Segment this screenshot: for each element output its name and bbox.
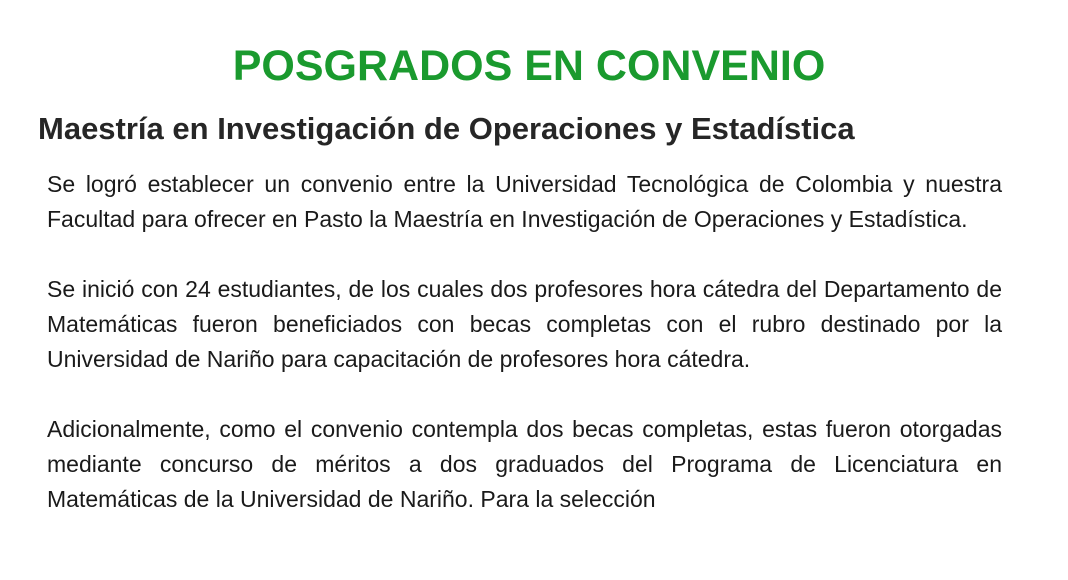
paragraph-estudiantes: Se inició con 24 estudiantes, de los cuales dos profesores hora cátedra del Departamento de Matemáticas fueron beneficiados con becas completas con el rubro destinado por la Universidad de Nariño para capacitación de profesores hora cátedra. [47,276,1002,372]
body-text [47,167,1002,552]
slide-subtitle: Maestría en Investigación de Operaciones y Estadística [38,111,855,146]
slide-title: POSGRADOS EN CONVENIO [232,42,826,90]
paragraph-becas: Adicionalmente, como el convenio contempla dos becas completas, estas fueron otorgadas mediante concurso de méritos a dos graduados del Programa de Licenciatura en Matemáticas de la Universidad de Nariño. Para la selección [47,416,1002,512]
paragraph-convenio: Se logró establecer un convenio entre la Universidad Tecnológica de Colombia y nuestra Facultad para ofrecer en Pasto la Maestría en Investigación de Operaciones y Estadística. [47,171,1002,232]
